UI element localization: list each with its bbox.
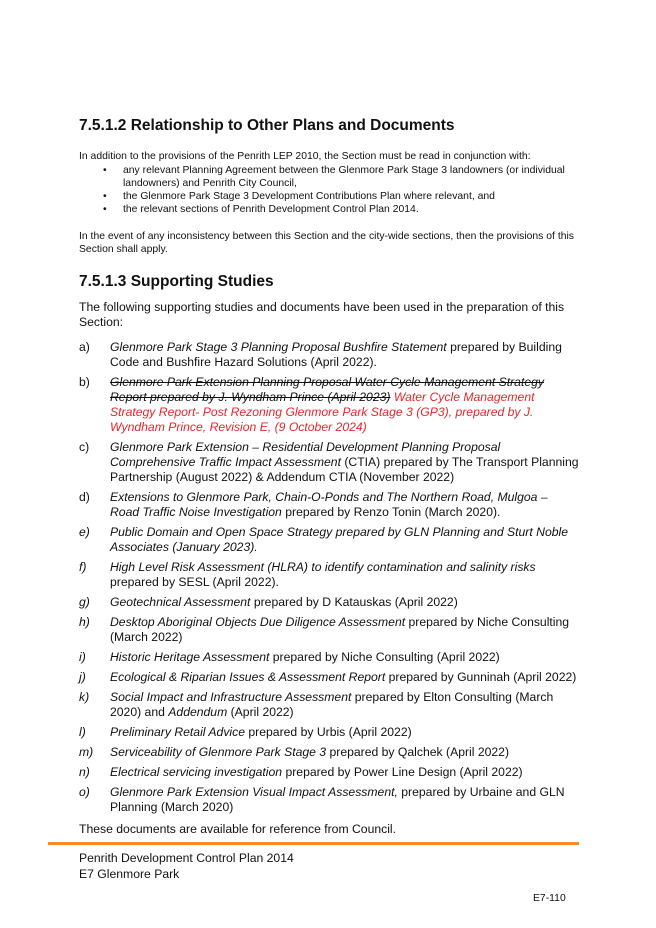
study-title: Extensions to Glenmore Park, Chain-O-Ponds and The Northern Road, Mulgoa – Road Traffic Noise Investigation [110,490,548,519]
study-title: Ecological & Riparian Issues & Assessment Report [110,670,386,684]
study-item-b [79,375,579,435]
study-text: prepared by Urbis (April 2022) [245,725,412,739]
bullet-item [79,190,574,203]
study-item-n [79,765,579,780]
bullet-text: the Glenmore Park Stage 3 Development Contributions Plan where relevant, and [123,191,495,202]
bullet-dot-icon: • [103,191,107,202]
study-item-m [79,745,579,760]
study-item-c [79,440,579,485]
study-item-j [79,670,579,685]
study-label: h) [79,615,90,629]
study-label: c) [79,440,90,454]
study-label: i) [79,650,86,664]
study-label: n) [79,765,90,779]
section-heading-relationship: 7.5.1.2 Relationship to Other Plans and Documents [79,117,455,134]
study-label: j) [79,670,86,684]
study-item-f [79,560,579,590]
study-item-g [79,595,579,610]
study-text: (CTIA) prepared by The Transport Planning Partnership (August 2022) & Addendum CTIA (November 2022) [110,455,579,484]
study-text: prepared by Building Code and Bushfire Hazard Solutions (April 2022). [110,340,562,369]
study-title: Social Impact and Infrastructure Assessment [110,690,352,704]
study-item-k [79,690,579,720]
bullet-text: the relevant sections of Penrith Development Control Plan 2014. [123,204,419,215]
study-title: Desktop Aboriginal Objects Due Diligence Assessment [110,615,406,629]
study-text: prepared by SESL (April 2022). [110,575,279,589]
study-label: k) [79,690,90,704]
study-title: Glenmore Park Stage 3 Planning Proposal Bushfire Statement [110,340,447,354]
study-title: High Level Risk Assessment (HLRA) to identify contamination and salinity risks [110,560,536,574]
study-title: Geotechnical Assessment [110,595,251,609]
footer-document-title: Penrith Development Control Plan 2014 [79,851,294,865]
study-item-h [79,615,579,645]
study-text: prepared by Niche Consulting (April 2022) [269,650,500,664]
study-label: g) [79,595,90,609]
study-title: Glenmore Park Extension – Residential Development Planning Proposal Comprehensive Traffic Impact Assessment [110,440,501,469]
study-label: f) [79,560,87,574]
study-title-addendum: Addendum [168,705,228,719]
study-text: prepared by Power Line Design (April 2022) [282,765,523,779]
footer-divider [48,842,579,845]
study-item-a [79,340,579,370]
study-label: b) [79,375,90,389]
study-deleted-text: Glenmore Park Extension Planning Proposal Water Cycle Management Strategy Report prepared by J. Wyndham Prince (April 2023) [110,375,545,404]
bullet-item [79,203,574,216]
study-text: prepared by D Katauskas (April 2022) [250,595,458,609]
footer-section-name: E7 Glenmore Park [79,867,180,881]
study-text-addendum: (April 2022) [227,705,294,719]
study-text: prepared by Qalchek (April 2022) [326,745,510,759]
study-title: Historic Heritage Assessment [110,650,270,664]
page-number: E7-110 [533,893,566,904]
study-item-d [79,490,579,520]
study-text: prepared by Renzo Tonin (March 2020). [281,505,501,519]
relationship-intro: In addition to the provisions of the Penrith LEP 2010, the Section must be read in conjunction with: [79,151,531,162]
study-label: e) [79,525,90,539]
inconsistency-paragraph: In the event of any inconsistency between this Section and the city-wide sections, then the provisions of this Section shall apply. [79,231,574,255]
study-inserted-text: Water Cycle Management Strategy Report- Post Rezoning Glenmore Park Stage 3 (GP3), prepared by J. Wyndham Prince, Revision E, (9 October 2024) [110,390,535,434]
bullet-item [79,164,574,190]
study-title: Glenmore Park Extension Visual Impact Assessment, [110,785,398,799]
study-item-l [79,725,579,740]
study-text: prepared by Elton Consulting (March 2020) and [110,690,554,719]
study-title: Public Domain and Open Space Strategy prepared by GLN Planning and Sturt Noble Associates (January 2023). [110,525,568,554]
study-text: prepared by Niche Consulting (March 2022) [110,615,570,644]
study-label: d) [79,490,90,504]
study-title: Serviceability of Glenmore Park Stage 3 [110,745,327,759]
relationship-bullet-list [79,164,574,216]
study-title: Preliminary Retail Advice [110,725,246,739]
studies-list [79,340,579,820]
study-label: a) [79,340,90,354]
closing-note: These documents are available for reference from Council. [79,822,397,836]
section-heading-supporting-studies: 7.5.1.3 Supporting Studies [79,273,274,290]
study-label: o) [79,785,90,799]
study-item-i [79,650,579,665]
bullet-text: any relevant Planning Agreement between the Glenmore Park Stage 3 landowners (or individual landowners) and Penrith City Council, [123,165,565,189]
studies-intro: The following supporting studies and documents have been used in the preparation of this Section: [79,300,565,329]
study-title: Electrical servicing investigation [110,765,283,779]
bullet-dot-icon: • [103,204,107,215]
study-text: prepared by Gunninah (April 2022) [385,670,577,684]
study-item-o [79,785,579,815]
study-label: l) [79,725,86,739]
study-text: prepared by Urbaine and GLN Planning (March 2020) [110,785,565,814]
bullet-dot-icon: • [103,165,107,176]
study-label: m) [79,745,94,759]
study-item-e [79,525,579,555]
